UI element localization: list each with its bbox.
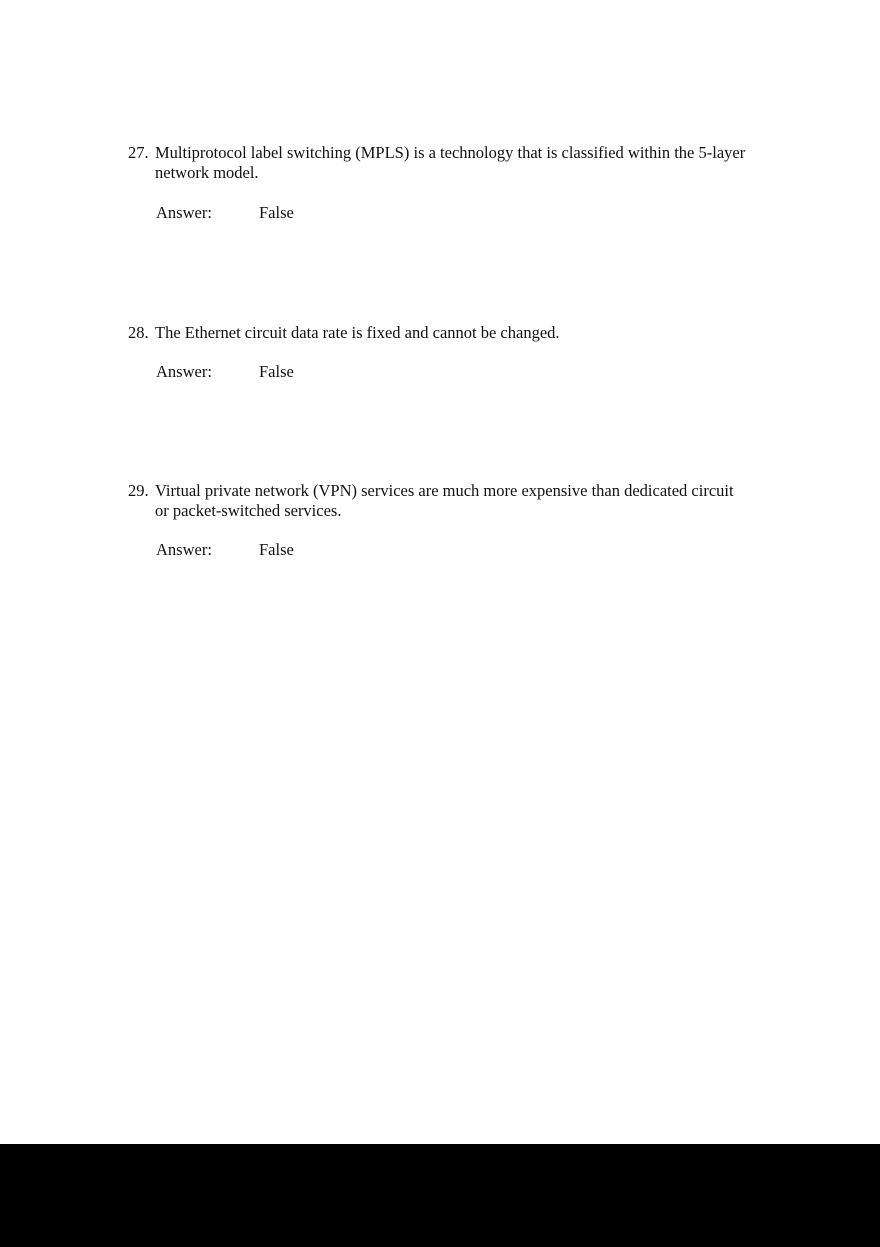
answer-value: False <box>259 203 294 222</box>
question-number: 29. <box>128 481 149 500</box>
answer-value: False <box>259 540 294 559</box>
black-bar <box>0 1144 880 1247</box>
answer-27 <box>156 203 294 223</box>
answer-label: Answer: <box>156 540 212 559</box>
answer-value: False <box>259 362 294 381</box>
question-27 <box>128 143 748 183</box>
answer-label: Answer: <box>156 362 212 381</box>
question-28 <box>128 323 748 343</box>
question-number: 27. <box>128 143 149 162</box>
question-number: 28. <box>128 323 149 342</box>
question-text: Virtual private network (VPN) services are much more expensive than dedicated circuit or packet-switched services. <box>155 481 734 520</box>
answer-label: Answer: <box>156 203 212 222</box>
question-text: Multiprotocol label switching (MPLS) is a technology that is classified within the 5-layer network model. <box>155 143 746 182</box>
question-text: The Ethernet circuit data rate is fixed and cannot be changed. <box>155 323 560 342</box>
question-29 <box>128 481 748 521</box>
answer-29 <box>156 540 294 560</box>
answer-28 <box>156 362 294 382</box>
